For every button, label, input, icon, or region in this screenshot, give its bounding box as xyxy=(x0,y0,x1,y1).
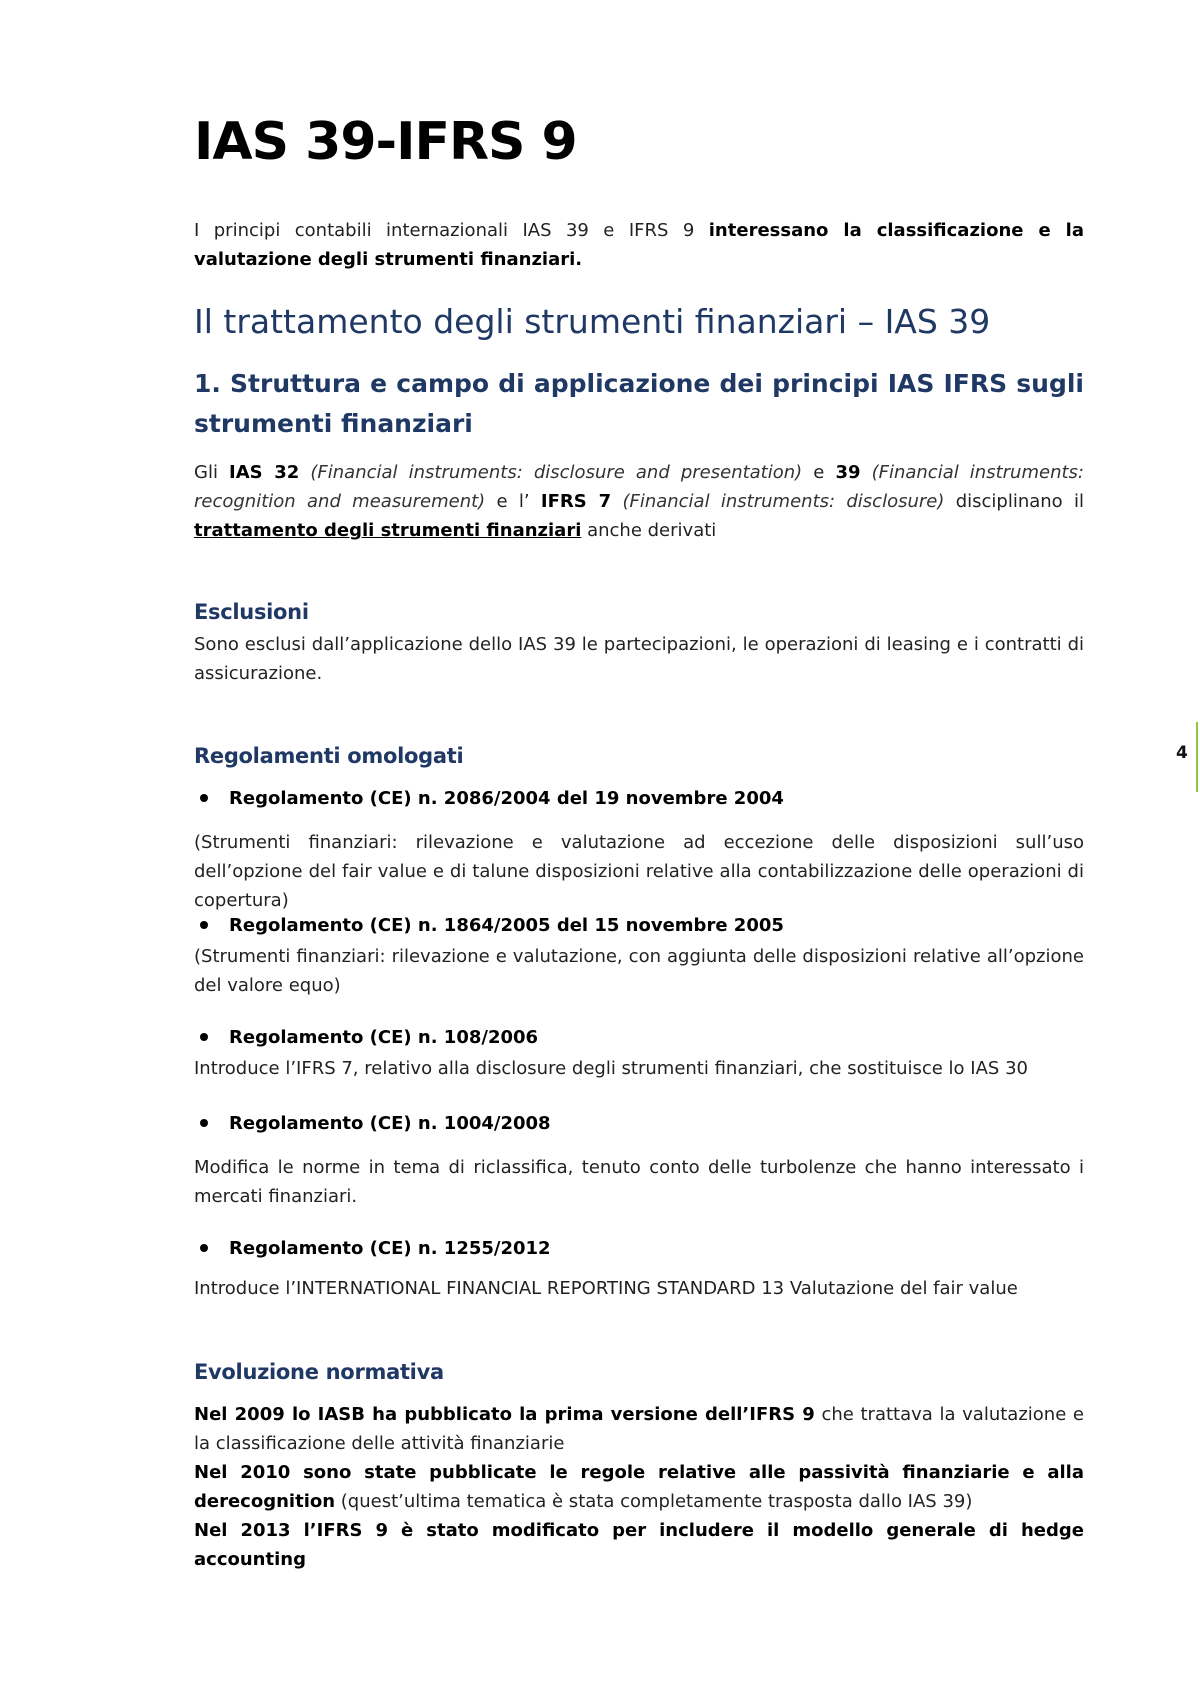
scope-text-3: e l’ xyxy=(485,491,541,512)
ifrs7-label: IFRS 7 xyxy=(540,491,612,512)
scope-text-4: disciplinano il xyxy=(944,491,1085,512)
ias39-label: 39 xyxy=(835,462,861,483)
evolution-2010: Nel 2010 sono state pubblicate le regole relative alle passività finanziarie e alla derecognition xyxy=(194,1462,1084,1512)
regulation-item-1 xyxy=(194,788,784,809)
page-number: 4 xyxy=(1176,743,1188,763)
bullet-icon xyxy=(200,1244,208,1252)
regulations-heading: Regolamenti omologati xyxy=(194,744,464,768)
ias32-desc: (Financial instruments: disclosure and presentation) xyxy=(310,462,803,483)
bullet-icon xyxy=(200,1033,208,1041)
regulation-item-3 xyxy=(194,1027,538,1048)
evolution-2009: Nel 2009 lo IASB ha pubblicato la prima versione dell’IFRS 9 xyxy=(194,1404,815,1425)
treatment-link[interactable]: trattamento degli strumenti finanziari xyxy=(194,520,582,541)
ias39-desc: (Financial instruments: recognition and measurement) xyxy=(194,462,1084,512)
intro-bold: interessano la classificazione e la valutazione degli strumenti finanziari. xyxy=(194,220,1084,270)
section-heading: Il trattamento degli strumenti finanziari – IAS 39 xyxy=(194,302,991,341)
evolution-2013: Nel 2013 l’IFRS 9 è stato modificato per includere il modello generale di hedge accounting xyxy=(194,1520,1084,1570)
bullet-icon xyxy=(200,794,208,802)
regulation-title: Regolamento (CE) n. 1004/2008 xyxy=(229,1113,551,1134)
regulation-title: Regolamento (CE) n. 108/2006 xyxy=(229,1027,539,1048)
scope-text-5: anche derivati xyxy=(581,520,717,541)
regulation-desc-3: Introduce l’IFRS 7, relativo alla disclosure degli strumenti finanziari, che sostituisce lo IAS 30 xyxy=(194,1058,1028,1079)
exclusions-text: Sono esclusi dall’applicazione dello IAS 39 le partecipazioni, le operazioni di leasing e i contratti di assicurazione. xyxy=(194,634,1084,684)
regulation-desc-4: Modifica le norme in tema di riclassifica, tenuto conto delle turbolenze che hanno interessato i mercati finanziari. xyxy=(194,1157,1084,1207)
regulation-item-4 xyxy=(194,1113,551,1134)
regulation-desc-1: (Strumenti finanziari: rilevazione e valutazione ad eccezione delle disposizioni sull’uso dell’opzione del fair value e di talune disposizioni relative alla contabilizzazione delle operazioni di copertura) xyxy=(194,832,1084,911)
intro-paragraph xyxy=(194,216,1084,274)
ias32-label: IAS 32 xyxy=(229,462,300,483)
bullet-icon xyxy=(200,921,208,929)
regulation-title: Regolamento (CE) n. 1255/2012 xyxy=(229,1238,551,1259)
regulation-desc-5: Introduce l’INTERNATIONAL FINANCIAL REPORTING STANDARD 13 Valutazione del fair value xyxy=(194,1278,1018,1299)
regulation-item-5 xyxy=(194,1238,551,1259)
scope-paragraph xyxy=(194,458,1084,545)
scope-text-1: Gli xyxy=(194,462,230,483)
ifrs7-desc: (Financial instruments: disclosure) xyxy=(622,491,945,512)
bullet-icon xyxy=(200,1119,208,1127)
intro-plain: I principi contabili internazionali IAS 39 e IFRS 9 xyxy=(194,220,709,241)
subsection-heading: 1. Struttura e campo di applicazione dei principi IAS IFRS sugli strumenti finanziari xyxy=(194,369,1084,438)
regulation-title: Regolamento (CE) n. 1864/2005 del 15 novembre 2005 xyxy=(229,915,784,936)
regulation-desc-2: (Strumenti finanziari: rilevazione e valutazione, con aggiunta delle disposizioni relative all’opzione del valore equo) xyxy=(194,946,1084,996)
regulation-item-2 xyxy=(194,915,784,936)
scope-text-2: e xyxy=(802,462,836,483)
regulation-title: Regolamento (CE) n. 2086/2004 del 19 novembre 2004 xyxy=(229,788,784,809)
margin-rule xyxy=(1196,722,1198,792)
evolution-paragraph xyxy=(194,1400,1084,1574)
evolution-2009-text: che trattava la valutazione e la classificazione delle attività finanziarie xyxy=(194,1404,1084,1454)
exclusions-heading: Esclusioni xyxy=(194,600,309,624)
evolution-2010-text: (quest’ultima tematica è stata completamente trasposta dallo IAS 39) xyxy=(335,1491,973,1512)
document-title: IAS 39-IFRS 9 xyxy=(194,112,577,172)
evolution-heading: Evoluzione normativa xyxy=(194,1360,444,1384)
